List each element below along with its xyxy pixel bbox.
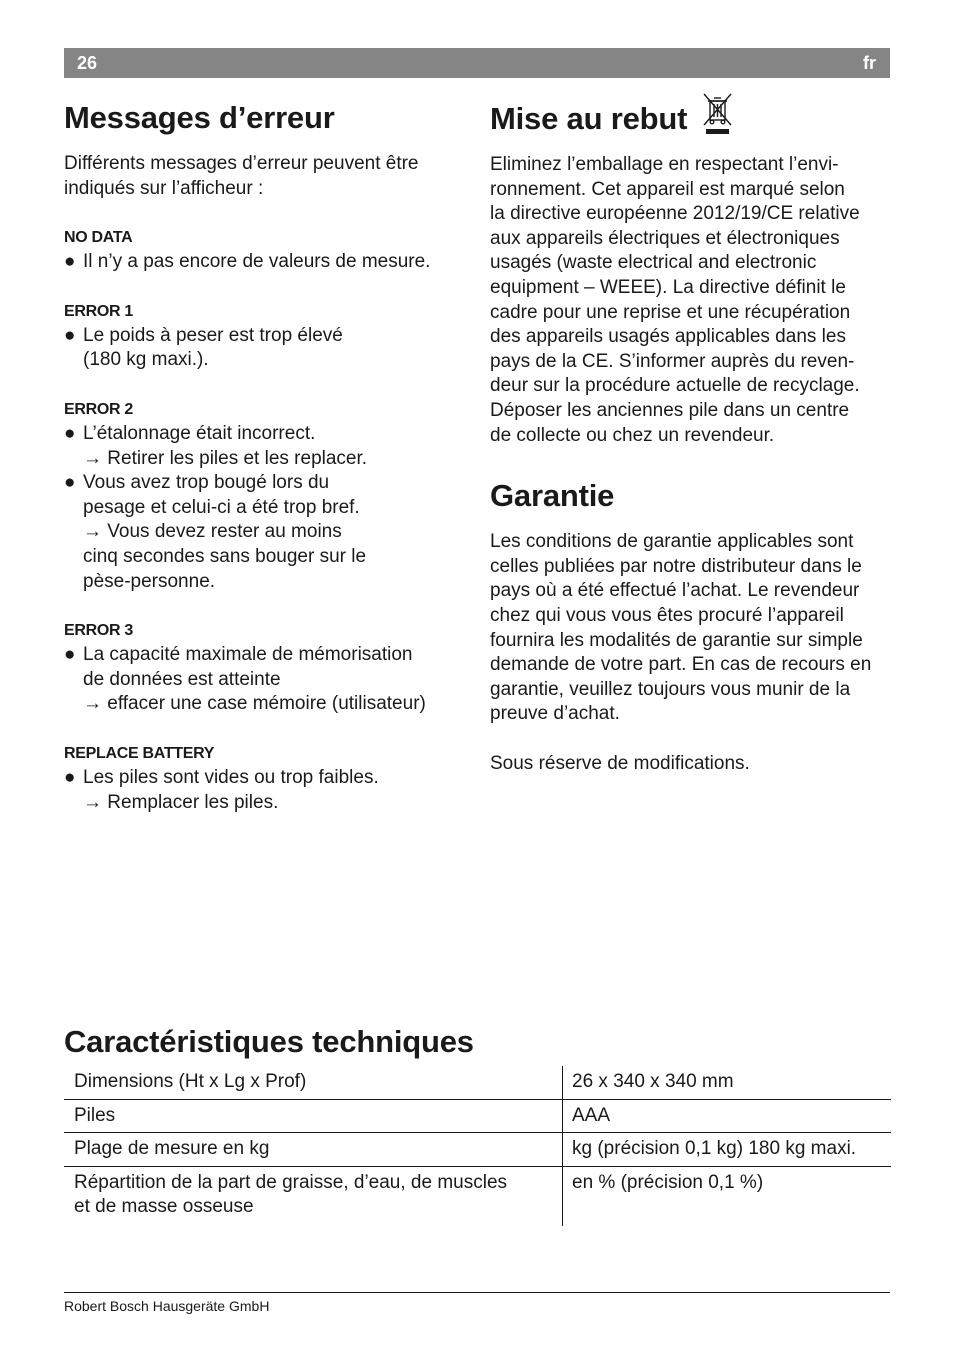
bullet-dot-icon: ●	[64, 324, 76, 346]
intro-line: indiqués sur l’afficheur :	[64, 177, 264, 199]
warranty-line: fournira les modalités de garantie sur simple	[490, 629, 863, 651]
spec-value-cell: AAA	[563, 1099, 892, 1133]
page-header-bar	[64, 48, 890, 78]
intro-line: Différents messages d’erreur peuvent être	[64, 153, 419, 174]
bullet-dot-icon: ●	[64, 644, 76, 666]
bullet-dot-icon: ●	[64, 766, 76, 788]
table-row	[64, 1099, 891, 1133]
disposal-line: Eliminez l’emballage en respectant l’envi-	[490, 154, 839, 175]
error-bullet-item	[64, 422, 464, 471]
bullet-line: Le poids à peser est trop élevé	[83, 324, 343, 346]
language-code: fr	[863, 53, 876, 73]
bullet-line: → Remplacer les piles.	[83, 791, 279, 813]
disposal-heading	[490, 96, 890, 141]
bullet-line: pesage et celui-ci a été trop bref.	[83, 496, 360, 518]
disposal-line: deur sur la procédure actuelle de recyclage.	[490, 375, 860, 397]
disposal-text	[490, 153, 890, 448]
bullet-line: pèse-personne.	[83, 570, 216, 592]
disposal-title: Mise au rebut	[490, 100, 688, 136]
error-label-error-1: ERROR 1	[64, 302, 134, 320]
footer-company: Robert Bosch Hausgeräte GmbH	[64, 1298, 270, 1314]
bullet-line: Vous avez trop bougé lors du	[83, 472, 330, 494]
spec-label-cell	[64, 1166, 563, 1226]
bullet-dot-icon: ●	[64, 472, 76, 494]
error-label-error-2: ERROR 2	[64, 400, 134, 418]
error-label-error-3: ERROR 3	[64, 622, 134, 640]
warranty-line: chez qui vous vous êtes procuré l’appareil	[490, 604, 844, 626]
spec-label-cell	[64, 1133, 563, 1167]
bullet-line: L’étalonnage était incorrect.	[83, 422, 316, 444]
spec-value-cell: en % (précision 0,1 %)	[563, 1166, 892, 1226]
error-messages-title: Messages d’erreur	[64, 100, 335, 135]
bullet-line: → Retirer les piles et les replacer.	[83, 447, 368, 469]
disposal-line: ronnement. Cet appareil est marqué selon	[490, 178, 845, 200]
disposal-line: de collecte ou chez un revendeur.	[490, 424, 775, 446]
spec-value-cell: 26 x 340 x 340 mm	[563, 1066, 892, 1099]
disposal-line: pays de la CE. S’informer auprès du reven-	[490, 350, 855, 372]
spec-label-cell	[64, 1066, 563, 1099]
bullet-line: → Vous devez rester au moins	[83, 521, 342, 543]
spec-label: Plage de mesure en kg	[74, 1138, 270, 1160]
error-messages-section	[64, 96, 464, 815]
disposal-warranty-section	[490, 96, 890, 776]
bullet-line: Il n’y a pas encore de valeurs de mesure.	[83, 251, 431, 273]
disposal-line: usagés (waste electrical and electronic	[490, 252, 817, 274]
bullet-line: (180 kg maxi.).	[83, 349, 209, 371]
error-label-replace-battery: REPLACE BATTERY	[64, 744, 215, 762]
error-bullet-item	[64, 324, 464, 373]
disposal-line: cadre pour une reprise et une récupération	[490, 301, 851, 323]
tech-specs-title: Caractéristiques techniques	[64, 1024, 474, 1059]
table-row	[64, 1066, 891, 1099]
bullet-line: La capacité maximale de mémorisation	[83, 644, 413, 666]
bullet-dot-icon: ●	[64, 251, 76, 273]
table-row	[64, 1166, 891, 1226]
warranty-line: celles publiées par notre distributeur dans le	[490, 555, 862, 577]
disposal-line: des appareils usagés applicables dans les	[490, 326, 846, 348]
spec-label: et de masse osseuse	[74, 1196, 254, 1218]
warranty-title: Garantie	[490, 478, 615, 514]
disposal-line: equipment – WEEE). La directive définit le	[490, 276, 846, 298]
error-bullet-item	[64, 250, 464, 275]
bullet-line: → effacer une case mémoire (utilisateur)	[83, 693, 426, 715]
error-bullet-item	[64, 471, 464, 594]
bullet-line: cinq secondes sans bouger sur le	[83, 545, 367, 567]
error-label-no-data: NO DATA	[64, 229, 133, 247]
warranty-text	[490, 530, 890, 727]
warranty-line: preuve d’achat.	[490, 703, 620, 725]
spec-value-cell: kg (précision 0,1 kg) 180 kg maxi.	[563, 1133, 892, 1167]
spec-label: Piles	[74, 1104, 116, 1126]
spec-label: Répartition de la part de graisse, d’eau, de muscles	[74, 1171, 508, 1193]
disposal-line: aux appareils électriques et électroniques	[490, 227, 840, 249]
warranty-line: demande de votre part. En cas de recours en	[490, 654, 872, 676]
spec-label-cell	[64, 1099, 563, 1133]
crossed-out-wheelie-bin-icon	[701, 92, 735, 141]
warranty-line: Les conditions de garantie applicables sont	[490, 531, 854, 553]
bullet-dot-icon: ●	[64, 422, 76, 444]
page-number: 26	[77, 53, 98, 73]
reserve-note: Sous réserve de modifications.	[490, 752, 750, 774]
footer-divider	[64, 1292, 890, 1293]
tech-specs-table	[64, 1066, 891, 1226]
disposal-line: Déposer les anciennes pile dans un centre	[490, 399, 850, 421]
error-bullet-item	[64, 766, 464, 815]
disposal-line: la directive européenne 2012/19/CE relative	[490, 203, 860, 225]
warranty-line: pays où a été effectué l’achat. Le revendeur	[490, 580, 860, 602]
warranty-line: garantie, veuillez toujours vous munir de la	[490, 678, 851, 700]
bullet-line: de données est atteinte	[83, 668, 281, 690]
bullet-line: Les piles sont vides ou trop faibles.	[83, 766, 379, 788]
spec-label: Dimensions (Ht x Lg x Prof)	[74, 1071, 307, 1092]
error-messages-intro	[64, 152, 464, 201]
error-bullet-item	[64, 643, 464, 717]
table-row	[64, 1133, 891, 1167]
